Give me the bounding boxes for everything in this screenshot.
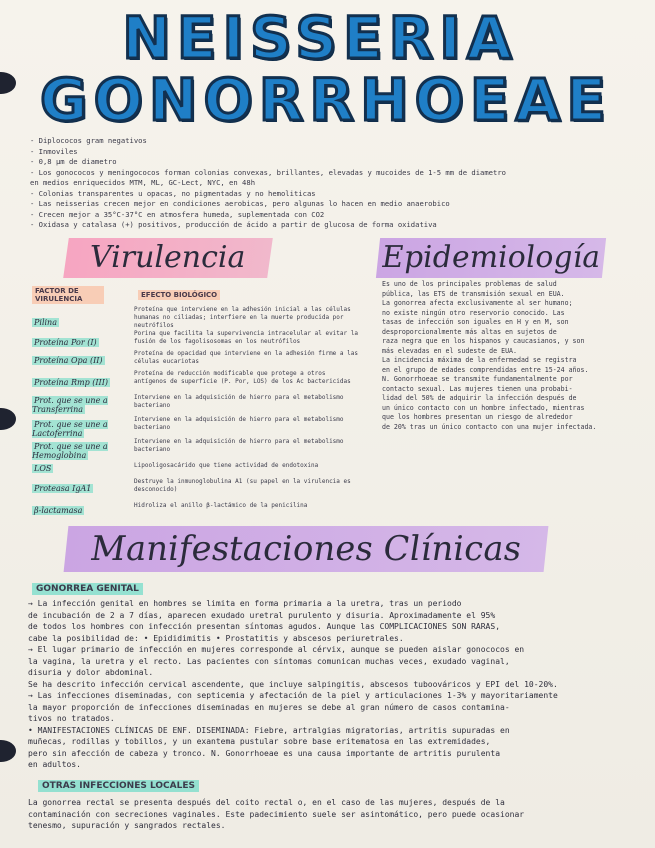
intro-bullet: - 0,8 μm de diametro <box>30 157 117 166</box>
effect-text: Proteína que interviene en la adhesión inicial a las células humanas no ciliadas; interfiere en la muerte producida por neutrófilos <box>134 306 351 329</box>
intro-bullet: - Las neisserias crecen mejor en condiciones aerobicas, pero algunas lo hacen en medio anaerobico <box>30 199 450 208</box>
effect-text: Proteína de opacidad que interviene en la adhesión firme a las células eucariotas <box>134 350 358 365</box>
effect-text: Interviene en la adquisición de hierro para el metabolismo bacteriano <box>134 394 344 409</box>
intro-bullet: - Colonias transparentes u opacas, no pigmentadas y no hemoliticas <box>30 188 316 198</box>
effect-column-header: EFECTO BIOLÓGICO <box>138 290 220 300</box>
genital-line: la vagina, la uretra y el recto. Las pacientes con síntomas comunican muchas veces, exudado vaginal, <box>28 656 510 666</box>
epidemiologia-line: más elevadas en el sudeste de EUA. <box>382 346 517 355</box>
factor-label: Proteína Opa (II) <box>34 356 103 365</box>
page-title-line1: NEISSERIA <box>122 4 518 72</box>
epidemiologia-line: un único contacto con un hombre infectado, mientras <box>382 403 585 412</box>
epidemiologia-line: N. Gonorrhoeae se transmite fundamentalmente por <box>382 375 573 383</box>
epidemiologia-line: en el grupo de edades comprendidas entre 15-24 años. <box>382 365 589 374</box>
epidemiologia-line: de 20% tras un único contacto con una mujer infectada. <box>382 422 597 431</box>
factor-label: Proteína Por (I) <box>34 338 97 347</box>
genital-line: disuria y dolor abdominal. <box>28 668 154 677</box>
factor-label: Prot. que se une a Transferrina <box>32 396 108 414</box>
effect-text: Interviene en la adquisición de hierro para el metabolismo bacteriano <box>134 438 344 453</box>
genital-line: → El lugar primario de infección en mujeres corresponde al cérvix, aunque se pueden aislar gonococos en <box>28 645 525 654</box>
epidemiologia-line: lidad del 50% de adquirir la infección después de <box>382 394 577 402</box>
factor-label: Prot. que se une a Lactoferrina <box>32 420 108 438</box>
otras-text <box>28 797 638 832</box>
effect-text: Porina que facilita la supervivencia intracelular al evitar la fusión de los fagolisosomas en los neutrófilos <box>134 330 358 345</box>
factor-label: Pilina <box>34 318 57 327</box>
epidemiologia-line: pública, las ETS de transmisión sexual en EUA. <box>382 289 565 298</box>
intro-bullet-list <box>30 136 630 231</box>
virulencia-heading: Virulencia <box>63 238 273 278</box>
otras-line: La gonorrea rectal se presenta después del coito rectal o, en el caso de las mujeres, después de la <box>28 798 505 807</box>
epidemiologia-line: contacto sexual. Las mujeres tienen una probabi- <box>382 384 573 393</box>
effect-text: Destruye la inmunoglobulina A1 (su papel en la virulencia es desconocido) <box>134 478 351 493</box>
otras-infecciones-tag: OTRAS INFECCIONES LOCALES <box>38 780 199 792</box>
genital-line: de incubación de 2 a 7 días, aparecen exudado uretral purulento y disuria. Aproximadamente el 95% <box>28 610 496 620</box>
gonorrea-genital-tag: GONORREA GENITAL <box>32 583 143 595</box>
factor-label: Proteasa IgA1 <box>34 484 92 493</box>
genital-line: tivos no tratados. <box>28 714 115 723</box>
factor-label: LOS <box>34 464 52 473</box>
genital-line: de todos los hombres con infección presentan síntomas agudos. Aunque las COMPLICACIONES SON RARAS, <box>28 622 501 631</box>
binder-ring <box>0 408 16 430</box>
factor-column-header: FACTOR DE VIRULENCIA <box>32 286 104 304</box>
page-title-line2: GONORRHOEAE <box>40 66 613 134</box>
intro-bullet: - Crecen mejor a 35°C-37°C en atmosfera humeda, suplementada con CO2 <box>30 209 325 219</box>
otras-line: contaminación con secreciones vaginales. Este padecimiento suele ser asintomático, pero puede ocasionar <box>28 809 525 819</box>
factor-label: Prot. que se une a Hemoglobina <box>32 442 108 460</box>
epidemiologia-line: que los hombres presentan un riesgo de alrededor <box>382 413 573 421</box>
genital-line: → La infección genital en hombres se limita en forma primaria a la uretra, tras un periodo <box>28 599 462 608</box>
epidemiologia-line: Es uno de los principales problemas de salud <box>382 280 557 288</box>
otras-line: tenesmo, supuración y sangrados rectales. <box>28 821 226 830</box>
epidemiologia-line: La incidencia máxima de la enfermedad se registra <box>382 356 577 364</box>
effect-text: Lipooligosacárido que tiene actividad de endotoxina <box>134 462 319 469</box>
genital-line: muñecas, rodillas y tobillos, y un exantema pustular sobre base eritematosa en las extremidades, <box>28 737 491 746</box>
intro-bullet: - Inmoviles <box>30 146 78 156</box>
intro-bullet: - Diplococos gram negativos <box>30 136 147 145</box>
genital-line: • MANIFESTACIONES CLÍNICAS DE ENF. DISEMINADA: Fiebre, artralgias migratorias, artritis supuradas en <box>28 725 510 735</box>
binder-ring <box>0 72 16 94</box>
epidemiologia-text <box>382 280 632 432</box>
genital-line: pero sin afección de cabeza y tronco. N. Gonorrhoeae es una causa importante de artritis purulenta <box>28 748 501 758</box>
epidemiologia-line: tasas de infección son iguales en H y en M, son <box>382 318 569 326</box>
epidemiologia-heading: Epidemiología <box>376 238 606 278</box>
epidemiologia-line: no existe ningún otro reservorio conocido. Las <box>382 308 565 317</box>
genital-line: → Las infecciones diseminadas, con septicemia y afectación de la piel y articulaciones 1-3% y mayoritariamente <box>28 691 558 700</box>
effect-text: Interviene en la adquisición de hierro para el metabolismo bacteriano <box>134 416 344 431</box>
intro-bullet: en medios enriquecidos MTM, ML, GC-Lect, NYC, en 48h <box>30 178 256 187</box>
epidemiologia-line: La gonorrea afecta exclusivamente al ser humano; <box>382 299 573 307</box>
factor-label: Proteína Rmp (III) <box>34 378 108 387</box>
effect-text: Hidroliza el anillo β-lactámico de la penicilina <box>134 502 308 509</box>
intro-bullet: - Los gonococos y meningococos forman colonias convexas, brillantes, elevadas y mucoides de 1-5 mm de diametro <box>30 167 506 177</box>
genital-line: en adultos. <box>28 760 81 769</box>
genital-line: Se ha descrito infección cervical ascendente, que incluye salpingitis, abscesos tuboováricos y EPI del 10-20%. <box>28 679 558 689</box>
genital-text <box>28 598 638 771</box>
manifestaciones-heading: Manifestaciones Clínicas <box>64 526 549 572</box>
binder-ring <box>0 740 16 762</box>
effect-text: Proteína de reducción modificable que protege a otros antígenos de superficie (P. Por, LOS) de los Ac bactericidas <box>134 370 351 385</box>
genital-line: la mayor proporción de infecciones diseminadas en mujeres se debe al gran número de casos contamina- <box>28 702 510 712</box>
factor-label: β-lactamasa <box>34 506 83 515</box>
epidemiologia-line: raza negra que en los hispanos y caucasianos, y son <box>382 337 585 345</box>
genital-line: cabe la posibilidad de: • Epididimitis • Prostatitis y abscesos periuretrales. <box>28 633 404 643</box>
epidemiologia-line: desproporcionalmente más altas en sujetos de <box>382 327 557 336</box>
intro-bullet: - Oxidasa y catalasa (+) positivos, producción de ácido a partir de glucosa de forma oxidativa <box>30 220 437 229</box>
